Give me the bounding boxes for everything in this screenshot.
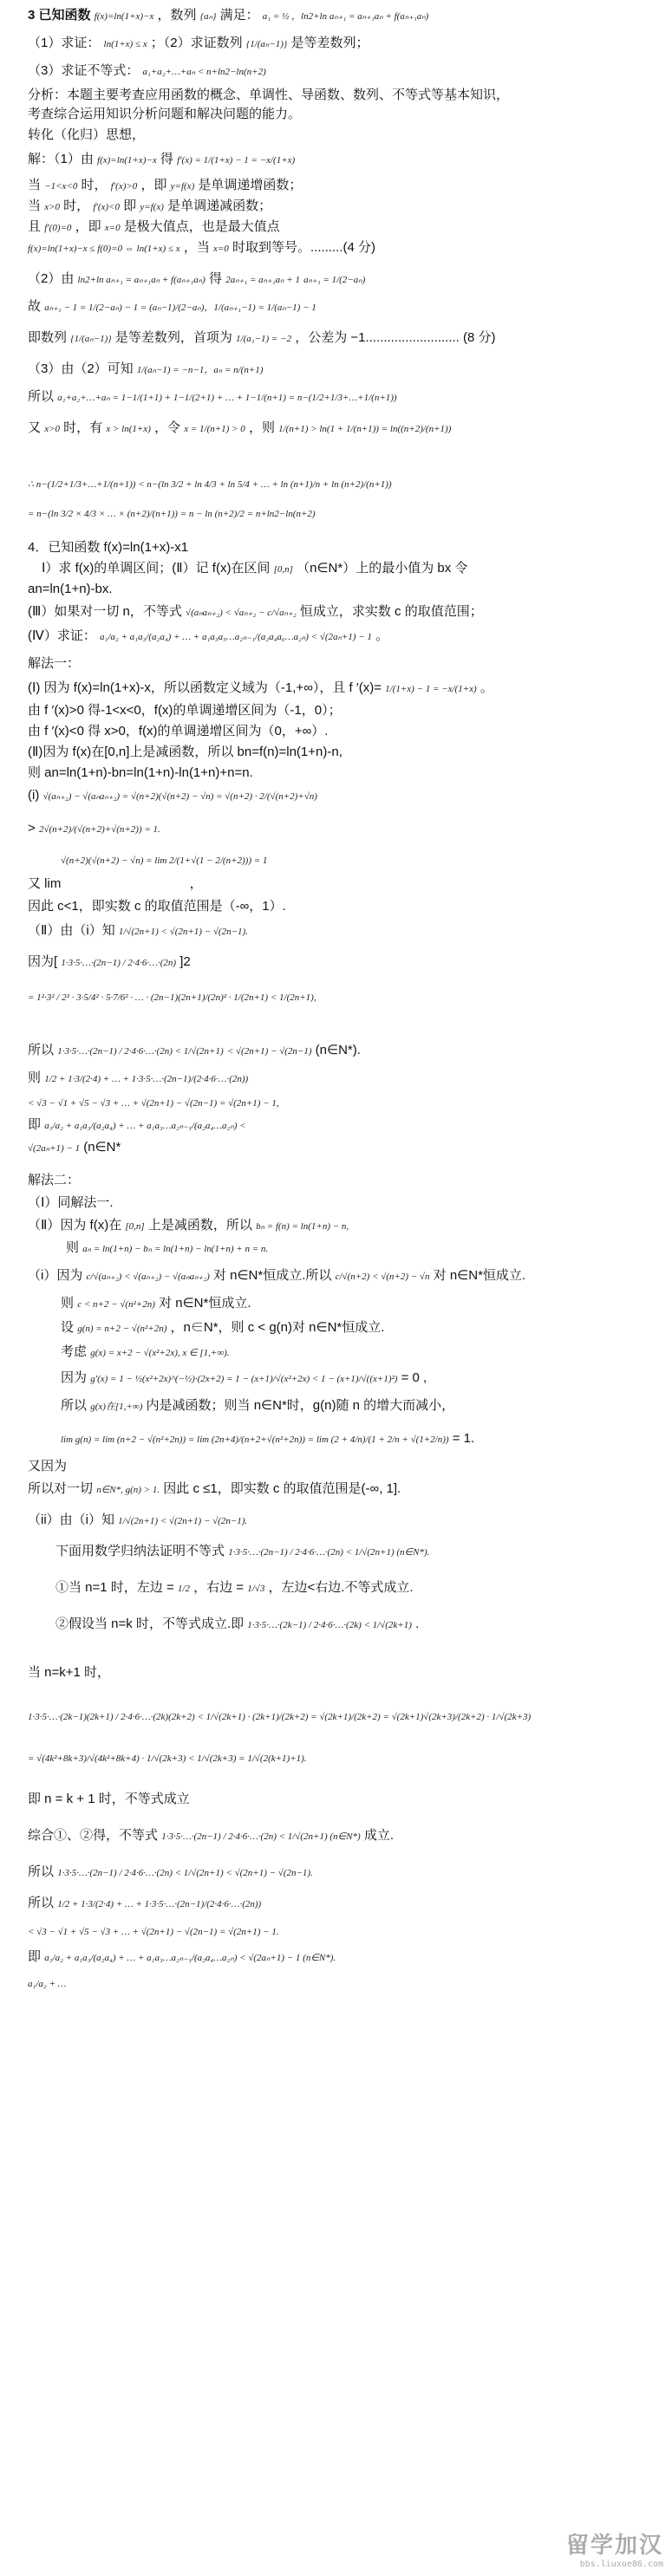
solution-3-line-2: [28, 388, 397, 407]
text: 所以: [28, 1864, 55, 1879]
text: 所以: [28, 1896, 55, 1910]
text: （3）求证不等式：: [28, 63, 140, 78]
formula: a₁+a₂+…+aₙ < n+ln2−ln(n+2): [142, 67, 266, 77]
q4-heading: 4．已知函数 f(x)=ln(1+x)-x1: [28, 540, 189, 555]
formula: f(x)=ln(1+x)−x ≤ f(0)=0 ⇔ ln(1+x) ≤ x: [28, 244, 180, 254]
formula: 1/√3: [247, 1584, 265, 1594]
text: 是单调递减函数；: [167, 198, 272, 213]
formula: 1/(aₙ−1) = −n−1，aₙ = n/(n+1): [136, 365, 264, 375]
text: 时，有: [63, 420, 103, 435]
formula: a₁/a₂ + a₁a₃/(a₂a₄) + … + a₁a₃a₅…a₂ₙ₋₁/(a₂a₄a₆…a₂ₙ) < √(2aₙ+1) − 1: [100, 632, 372, 642]
formula: x>0: [44, 202, 60, 212]
m2-line-23: [28, 1895, 261, 1913]
text: 所以: [61, 1398, 88, 1413]
m2-line-26: [28, 1974, 66, 1993]
m1-line-18: [28, 1139, 121, 1157]
text: 是极大值点，也是最大值点: [123, 219, 280, 234]
q3-statement-line-3: [28, 62, 266, 81]
formula: f′(x)>0: [110, 181, 138, 192]
formula: < √3 − √1 + √5 − √3 + … + √(2n+1) − √(2n−1) = √(2n+1) − 1.: [28, 1927, 279, 1937]
text: (Ⅰ) 因为 f(x)=ln(1+x)-x，所以函数定义域为（-1,+∞），且 f ′(x)=: [28, 680, 382, 695]
text: ，当: [183, 240, 210, 255]
formula: 1/(a₁−1) = −2: [236, 334, 292, 344]
text: 时取到等号。.........(4 分): [232, 240, 375, 255]
text: 成立.: [363, 1828, 394, 1843]
m2-line-20: 即 n = k + 1 时，不等式成立: [28, 1792, 190, 1806]
formula: y=f(x): [140, 202, 164, 212]
text: 是单调递增函数；: [198, 178, 303, 192]
watermark-title: 留学加汉: [565, 2533, 663, 2559]
text: 。: [480, 680, 493, 695]
m2-line-1: （Ⅰ）同解法一.: [28, 1195, 114, 1210]
text: 当: [28, 178, 42, 192]
text: (Ⅳ）求证：: [28, 628, 96, 643]
q4-part-3: [28, 603, 483, 621]
q4-part-1-cont: an=ln(1+n)-bx.: [28, 582, 113, 596]
formula: x=0: [213, 244, 229, 254]
text: （1）求证：: [28, 36, 101, 50]
text: 对 n∈N*恒成立.所以: [212, 1268, 332, 1283]
text: ②假设当 n=k 时，不等式成立.即: [55, 1617, 245, 1631]
formula: a₁/a₂ + …: [28, 1979, 67, 1989]
text: ，数列: [157, 8, 197, 23]
formula: −1<x<0: [44, 181, 78, 192]
text: 满足：: [219, 8, 259, 23]
text: 因为[: [28, 954, 58, 969]
solution-line-2: [28, 177, 302, 195]
text: 所以: [28, 389, 55, 404]
formula: 1/√(2n+1) < √(2n+1) − √(2n−1).: [118, 1516, 248, 1526]
m2-line-19: [28, 1749, 307, 1767]
text: (n∈N*: [83, 1140, 121, 1155]
m2-line-5: [61, 1295, 251, 1313]
m2-line-14: [55, 1543, 429, 1561]
solution-2-line-2: [28, 298, 316, 316]
m1-line-14: [28, 1042, 361, 1060]
text: 。: [375, 628, 389, 643]
formula: f(x)=ln(1+x)−x: [94, 11, 154, 22]
text: 所以对一切: [28, 1481, 94, 1496]
text: 3 已知函数: [28, 8, 91, 23]
text: 是等差数列，首项为: [114, 330, 232, 345]
formula: = n−(ln 3/2 × 4/3 × … × (n+2)/(n+1)) = n − ln (n+2)/2 = n+ln2−ln(n+2): [28, 509, 316, 519]
text: ，令: [154, 420, 181, 435]
formula: 1/2: [177, 1584, 190, 1594]
m2-line-12: [28, 1480, 401, 1499]
text: ，: [189, 876, 203, 891]
formula: 2√(n+2)/(√(n+2)+√(n+2)) = 1.: [38, 824, 160, 835]
text: 设: [61, 1320, 75, 1335]
formula: f(x)=ln(1+x)−x: [97, 155, 157, 166]
solution-line-1: [28, 151, 295, 169]
text: 即数列: [28, 330, 68, 345]
formula: 1/2 + 1·3/(2·4) + … + 1·3·5·…·(2n−1)/(2·4·6·…·(2n)): [44, 1074, 249, 1084]
formula: ln(1+x) ≤ x: [103, 39, 147, 49]
text: ，即: [140, 178, 167, 192]
formula: {1/(aₙ−1)}: [70, 334, 112, 344]
formula: a₁ = ½ ，ln2+ln aₙ₊₁ = aₙ₊₁aₙ + f(aₙ₊₁aₙ): [262, 11, 429, 22]
q3-statement-line-2: [28, 35, 369, 53]
text: （Ⅱ）由（i）知: [28, 923, 115, 938]
watermark-logo: [566, 2527, 663, 2569]
formula: √(aₙaₙ₊₂) < √aₙ₊₂ − c/√aₙ₊₂: [186, 608, 297, 618]
formula: [0,n]: [125, 1221, 145, 1232]
text: 对 n∈N*恒成立.: [433, 1268, 526, 1283]
formula: 1·3·5·…·(2k−1)(2k+1) / 2·4·6·…·(2k)(2k+2) < 1/√(2k+1) · (2k+1)/(2k+2) = √(2k+1)/(2k+2) = √(2k+1)√(2k+3)/(2k+2) · 1/√(2k+3): [28, 1712, 532, 1722]
formula: g(n) = n+2 − √(n²+2n): [77, 1324, 167, 1334]
text: 又 lim: [28, 876, 62, 891]
formula: g(x)在[1,+∞): [90, 1402, 143, 1412]
m2-line-16: [55, 1616, 419, 1634]
text: 因此 c ≤1，即实数 c 的取值范围是(-∞, 1].: [163, 1481, 401, 1496]
m1-line-15: [28, 1070, 248, 1088]
formula: 1·3·5·…·(2n−1) / 2·4·6·…·(2n): [61, 958, 177, 968]
m2-line-22: [28, 1864, 313, 1882]
text: 得: [160, 152, 173, 166]
m1-line-5: 则 an=ln(1+n)-bn=ln(1+n)-ln(1+n)+n=n.: [28, 765, 253, 780]
formula: {1/(aₙ−1)}: [245, 39, 288, 49]
formula: 1·3·5·…·(2k−1) / 2·4·6·…·(2k) < 1/√(2k+1): [247, 1620, 412, 1630]
text: 故: [28, 299, 42, 314]
text: （3）由（2）可知: [28, 361, 134, 376]
text: 得: [209, 271, 223, 286]
m2-line-6: [61, 1319, 384, 1337]
q4-part-1: [42, 560, 467, 578]
formula: 1/2 + 1·3/(2·4) + … + 1·3·5·…·(2n−1)/(2·4·6·…·(2n)): [57, 1899, 262, 1909]
m2-line-7: [61, 1343, 230, 1362]
text: 因为: [61, 1370, 88, 1385]
solution-line-5: [28, 239, 375, 257]
formula: 1·3·5·…·(2n−1) / 2·4·6·…·(2n) < 1/√(2n+1): [57, 1046, 224, 1057]
formula: c/√(n+2) < √(n+2) − √n: [335, 1272, 430, 1282]
text: 时，: [81, 178, 108, 192]
formula: x > ln(1+x): [106, 424, 151, 434]
text: −1.......................... (8 分): [350, 330, 496, 345]
formula: √(aₙ₊₂) − √(aₙaₙ₊₂) = √(n+2)(√(n+2) − √n) = √(n+2) · 2/(√(n+2)+√n): [42, 791, 317, 802]
m2-line-15: [55, 1579, 414, 1597]
m1-line-7: [28, 820, 160, 838]
formula: = √(4k²+8k+3)/√(4k²+8k+4) · 1/√(2k+3) < 1/√(2k+3) = 1/√(2(k+1)+1).: [28, 1753, 307, 1764]
method-2-heading: 解法二：: [28, 1173, 81, 1187]
analysis-line-1: 分析：本题主要考查应用函数的概念、单调性、导函数、数列、不等式等基本知识，: [28, 88, 510, 102]
formula: < √(2n+1) − √(2n−1): [226, 1046, 312, 1057]
m2-line-13: [28, 1512, 247, 1530]
text: ，左边<右边.不等式成立.: [268, 1580, 414, 1595]
text: 恒成立，求实数 c 的取值范围；: [299, 604, 483, 619]
q4-part-4: [28, 628, 388, 646]
text: （ii）由（i）知: [28, 1512, 114, 1527]
m1-line-12: [28, 953, 191, 972]
formula: 1/√(2n+1) < √(2n+1) − √(2n−1).: [118, 927, 248, 937]
text: （n∈N*）上的最小值为 bx 令: [297, 561, 468, 576]
text: 时，: [63, 198, 90, 213]
formula: bₙ = f(n) = ln(1+n) − n,: [256, 1221, 349, 1232]
formula: c < n+2 − √(n²+2n): [77, 1299, 155, 1310]
text: ，右边 =: [193, 1580, 245, 1595]
text: 又: [28, 420, 42, 435]
formula: g′(x) = 1 − ½(x²+2x)^(−½)·(2x+2) = 1 − (x+1)/√(x²+2x) < 1 − (x+1)/√((x+1)²): [90, 1374, 398, 1384]
formula: a₁/a₂ + a₁a₃/(a₂a₄) + … + a₁a₃…a₂ₙ₋₁/(a₂a₄…a₂ₙ) < √(2aₙ+1) − 1 (n∈N*).: [44, 1953, 336, 1963]
m2-line-21: [28, 1827, 394, 1845]
m1-line-10: 因此 c<1，即实数 c 的取值范围是（-∞，1）.: [28, 899, 286, 914]
solution-3-line-1: [28, 361, 263, 379]
m2-line-2: [28, 1217, 349, 1235]
formula: {aₙ}: [199, 11, 217, 22]
formula: √(n+2)(√(n+2) − √n) = lim 2/(1+√(1 − 2/(n+2))) = 1: [61, 855, 268, 866]
solution-3-line-3: [28, 420, 451, 438]
text: 即: [28, 1117, 42, 1132]
m1-line-1: [28, 680, 493, 698]
text: 所以: [28, 1043, 55, 1057]
text: = 0 ,: [401, 1370, 427, 1385]
text: 对 n∈N*恒成立.: [159, 1296, 251, 1311]
m2-line-18: [28, 1708, 531, 1726]
text: （i）因为: [28, 1268, 83, 1283]
text: (i): [28, 788, 40, 803]
m2-line-8: [61, 1369, 427, 1388]
formula: f′(0)=0: [44, 223, 72, 233]
text: ；（2）求证数列: [150, 36, 243, 50]
formula: < √3 − √1 + √5 − √3 + … + √(2n+1) − √(2n−1) = √(2n+1) − 1,: [28, 1098, 279, 1109]
formula: x = 1/(n+1) > 0: [184, 424, 245, 434]
text: 解：（1）由: [28, 152, 94, 166]
text: .: [415, 1617, 420, 1631]
m1-line-3: 由 f ′(x)<0 得 x>0，f(x)的单调递增区间为（0，+∞）.: [28, 724, 329, 738]
formula: x>0: [44, 424, 60, 434]
text: （Ⅱ）因为 f(x)在: [28, 1218, 122, 1233]
text: 是等差数列；: [290, 36, 369, 50]
text: ①当 n=1 时，左边 =: [55, 1580, 174, 1595]
text: ，公差为: [295, 330, 348, 345]
formula: 1·3·5·…·(2n−1) / 2·4·6·…·(2n) < 1/√(2n+1) (n∈N*): [161, 1831, 361, 1842]
formula: c/√(aₙ₊₂) < √(aₙ₊₂) − √(aₙaₙ₊₂): [86, 1272, 210, 1282]
m1-line-9: [28, 875, 203, 893]
text: 上是减函数，所以: [147, 1218, 252, 1233]
formula: g(x) = x+2 − √(x²+2x), x ∈ [1,+∞).: [90, 1348, 230, 1358]
solution-2-line-1: [28, 270, 365, 289]
text: 则: [61, 1296, 75, 1311]
formula: 1·3·5·…·(2n−1) / 2·4·6·…·(2n) < 1/√(2n+1) (n∈N*).: [228, 1547, 430, 1558]
formula: f′(x)<0: [93, 202, 120, 212]
text: >: [28, 821, 36, 836]
method-1-heading: 解法一：: [28, 656, 81, 671]
formula: ∴ n−(1/2+1/3+…+1/(n+1)) < n−(ln 3/2 + ln 4/3 + ln 5/4 + … + ln (n+1)/n + ln (n+2)/(n+1)): [28, 479, 392, 490]
formula: [0,n]: [273, 564, 293, 575]
text: (Ⅲ）如果对一切 n，不等式: [28, 604, 182, 619]
m1-line-4: (Ⅱ)因为 f(x)在[0,n]上是减函数，所以 bn=f(n)=ln(1+n)-n,: [28, 745, 343, 759]
m2-line-17: 当 n=k+1 时，: [28, 1665, 111, 1680]
formula: ln2+ln aₙ₊₁ = aₙ₊₁aₙ + f(aₙ₊₁aₙ): [77, 275, 206, 285]
m2-line-3: [66, 1239, 268, 1258]
analysis-line-2: 考查综合运用知识分析问题和解决问题的能力。: [28, 107, 302, 121]
m1-line-13: [28, 988, 316, 1006]
solution-3-line-5: [28, 504, 316, 523]
text: 即: [123, 198, 137, 213]
formula: aₙ = ln(1+n) − bₙ = ln(1+n) − ln(1+n) + n = n.: [82, 1244, 269, 1254]
m2-line-24: [28, 1922, 279, 1941]
solution-3-line-4: [28, 475, 392, 493]
text: 考虑: [61, 1344, 88, 1359]
text: = 1.: [452, 1431, 475, 1446]
formula: 1/(n+1) > ln(1 + 1/(n+1)) = ln((n+2)/(n+1)): [278, 424, 452, 434]
formula: a₁/a₂ + a₁a₃/(a₂a₄) + … + a₁a₃…a₂ₙ₋₁/(a₂a₄…a₂ₙ) <: [44, 1121, 246, 1131]
text: 当: [28, 198, 42, 213]
m1-line-11: [28, 922, 248, 940]
m1-line-6: [28, 787, 317, 805]
formula: = 1²·3² / 2² · 3·5/4² · 5·7/6² · … · (2n−1)(2n+1)/(2n)² · 1/(2n+1) < 1/(2n+1),: [28, 992, 316, 1003]
text: 即: [28, 1949, 42, 1964]
formula: aₙ₊₁ − 1 = 1/(2−aₙ) − 1 = (aₙ−1)/(2−aₙ)，1/(aₙ₊₁−1) = 1/(aₙ−1) − 1: [44, 302, 316, 313]
formula: y=f(x): [170, 181, 195, 192]
q3-statement-line-1: [28, 7, 428, 25]
text: 综合①、②得，不等式: [28, 1828, 159, 1843]
text: (n∈N*).: [315, 1043, 361, 1057]
text: ，则: [248, 420, 275, 435]
solution-2-line-3: [28, 329, 496, 348]
formula: aₙ₊₁ = 1/(2−aₙ): [303, 275, 366, 285]
formula: 1/(1+x) − 1 = −x/(1+x): [385, 684, 477, 694]
formula: lim g(n) = lim (n+2 − √(n²+2n)) = lim (2n+4)/(n+2+√(n²+2n)) = lim (2 + 4/n)/(1 + 2/n + √(1+2/n)): [61, 1434, 449, 1445]
m1-line-17: [28, 1116, 246, 1135]
solution-line-4: [28, 218, 280, 237]
text: 则: [28, 1070, 42, 1085]
text: Ⅰ）求 f(x)的单调区间；(Ⅱ）记 f(x)在区间: [42, 561, 271, 576]
formula: 1·3·5·…·(2n−1) / 2·4·6·…·(2n) < 1/√(2n+1) < √(2n+1) − √(2n−1).: [57, 1868, 313, 1878]
text: 则: [66, 1240, 80, 1255]
watermark-url: bbs.liuxue86.com: [579, 2560, 663, 2569]
formula: a₁+a₂+…+aₙ = 1−1/(1+1) + 1−1/(2+1) + … + 1−1/(n+1) = n−(1/2+1/3+…+1/(n+1)): [57, 393, 397, 403]
m2-line-25: [28, 1948, 336, 1967]
text: 下面用数学归纳法证明不等式: [55, 1544, 225, 1558]
m1-line-16: [28, 1094, 279, 1112]
formula: 2aₙ₊₁ = aₙ₊₁aₙ + 1: [225, 275, 300, 285]
text: 内是减函数；则当 n∈N*时，g(n)随 n 的增大而减小，: [146, 1398, 455, 1413]
m2-line-9: [61, 1397, 454, 1415]
text: ]2: [179, 954, 191, 969]
text: ，n∈N*，则 c < g(n)对 n∈N*恒成立.: [170, 1320, 385, 1335]
m2-line-10: [61, 1430, 474, 1448]
m2-line-11: 又因为: [28, 1459, 68, 1473]
text: （2）由: [28, 271, 75, 286]
m2-line-4: [28, 1267, 525, 1285]
formula: √(2aₙ+1) − 1: [28, 1143, 81, 1154]
solution-line-3: [28, 198, 271, 216]
formula: f′(x) = 1/(1+x) − 1 = −x/(1+x): [177, 155, 296, 166]
formula: n∈N*, g(n) > 1.: [96, 1485, 160, 1495]
text: 且: [28, 219, 42, 234]
method-line: 转化（化归）思想，: [28, 127, 146, 142]
formula: x=0: [104, 223, 121, 233]
text: ，即: [75, 219, 101, 234]
m1-line-8: [61, 851, 267, 869]
m1-line-2: 由 f ′(x)>0 得-1<x<0，f(x)的单调递增区间为（-1，0）；: [28, 703, 342, 718]
